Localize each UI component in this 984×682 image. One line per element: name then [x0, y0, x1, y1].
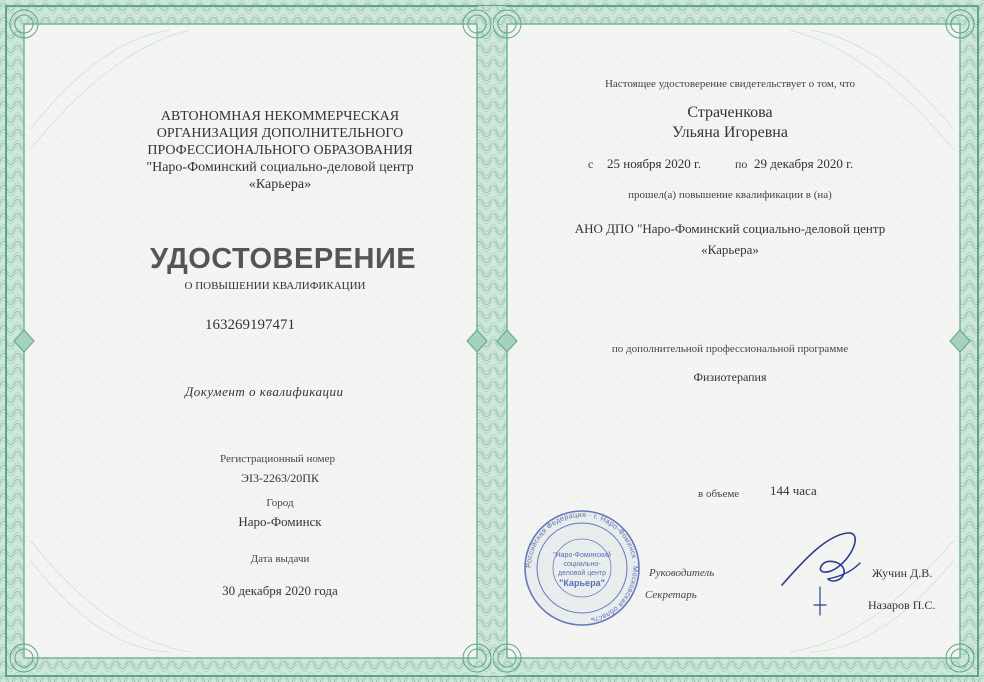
document-title: УДОСТОВЕРЕНИЕ: [150, 243, 417, 275]
program-name: Физиотерапия: [693, 370, 767, 384]
secretary-label: Секретарь: [645, 589, 697, 601]
passed-text: прошел(а) повышение квалификации в (на): [628, 189, 832, 201]
period-to-label: по: [735, 157, 748, 171]
period-from-label: с: [588, 157, 594, 171]
org-line: "Наро-Фоминский социально-деловой центр: [146, 160, 414, 175]
registration-number: ЭI3-2263/20ПК: [241, 471, 319, 485]
period-to-date: 29 декабря 2020 г.: [754, 156, 854, 171]
certificate-number: 163269197471: [205, 317, 295, 333]
head-name: Жучин Д.В.: [872, 566, 933, 580]
issuer-organization: [120, 108, 440, 193]
intro-text: Настоящее удостоверение свидетельствует о том, что: [604, 78, 856, 90]
stamp-line: "Наро-Фоминский: [553, 552, 611, 559]
document-type: Документ о квалификации: [185, 384, 344, 399]
org-line: ПРОФЕССИОНАЛЬНОГО ОБРАЗОВАНИЯ: [147, 143, 413, 158]
registration-label: Регистрационный номер: [219, 453, 336, 465]
stamp-outer-text: Российская Федерация · г. Наро-Фоминск · Московская область: [523, 509, 641, 626]
secretary-name: Назаров П.С.: [868, 598, 936, 612]
issue-date-label: Дата выдачи: [250, 553, 310, 565]
volume-hours: 144 часа: [770, 483, 817, 498]
stamp-line: социально-: [563, 561, 601, 568]
org-line: ОРГАНИЗАЦИЯ ДОПОЛНИТЕЛЬНОГО: [156, 126, 404, 141]
org-line: «Карьера»: [248, 177, 312, 192]
city-label: Город: [266, 497, 294, 509]
center-fold: [491, 10, 493, 672]
volume-label: в объеме: [698, 488, 740, 500]
program-label: по дополнительной профессиональной программе: [611, 343, 849, 355]
city-value: Наро-Фоминск: [238, 514, 322, 529]
signature: [770, 525, 870, 620]
document-subtitle: О ПОВЫШЕНИИ КВАЛИФИКАЦИИ: [184, 280, 366, 292]
training-org-line: АНО ДПО "Наро-Фоминский социально-деловой центр: [574, 221, 886, 236]
period-from-date: 25 ноября 2020 г.: [607, 156, 702, 171]
holder-name: Ульяна Игоревна: [672, 124, 788, 141]
training-org-line: «Карьера»: [701, 242, 759, 257]
holder-surname: Страченкова: [687, 104, 773, 121]
org-line: АВТОНОМНАЯ НЕКОММЕРЧЕСКАЯ: [160, 109, 400, 124]
head-label: Руководитель: [649, 567, 715, 579]
issue-date-value: 30 декабря 2020 года: [222, 583, 338, 598]
stamp-line: "Карьера": [559, 578, 605, 588]
stamp-line: деловой центр: [558, 570, 606, 577]
official-stamp: [522, 508, 642, 628]
